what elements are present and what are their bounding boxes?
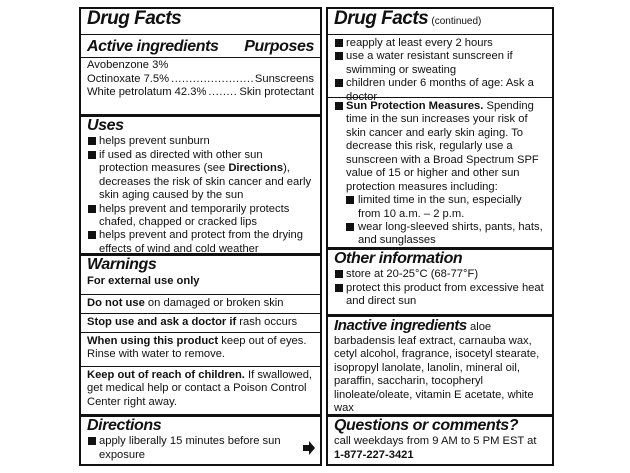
uses-heading: Uses — [87, 117, 124, 134]
sun-protection-section — [328, 100, 552, 248]
purposes-heading: Purposes — [244, 38, 314, 55]
left-header — [81, 9, 320, 30]
uses-section — [81, 117, 320, 256]
list-item: helps prevent sunburn — [87, 135, 314, 148]
list-item: store at 20-25°C (68-77°F) — [334, 268, 546, 281]
right-header — [328, 9, 552, 30]
active-ingredients-section — [81, 38, 320, 100]
list-item: limited time in the sun, especially from 10 a.m. – 2 p.m. — [334, 194, 546, 221]
when-using-warning: When using this product keep out of eyes. Rinse with water to remove. — [87, 335, 307, 361]
drug-facts-title-continued: Drug Facts — [334, 8, 429, 29]
drug-facts-left-panel — [79, 7, 322, 466]
list-item: protect this product from excessive heat and direct sun — [334, 282, 546, 309]
do-not-use-warning: Do not use on damaged or broken skin — [87, 297, 284, 309]
list-item: Sun Protection Measures. Spending time in the sun increases your risk of skin cancer and early skin aging. To decrease this risk, regularly use a sunscreen with a Broad Spectrum SPF value of 15 or higher and other sun protection measures including: — [334, 100, 546, 194]
directions-section — [81, 417, 320, 462]
directions-heading: Directions — [87, 417, 162, 434]
questions-text: call weekdays from 9 AM to 5 PM EST at — [334, 435, 537, 448]
list-item: if used as directed with other sun protection measures (see Directions), decreases the risk of skin cancer and early skin aging caused by the sun — [87, 149, 314, 203]
active-ingredients-heading: Active ingredients — [87, 38, 219, 55]
list-item: wear long-sleeved shirts, pants, hats, and sunglasses — [334, 221, 546, 248]
warnings-heading: Warnings — [87, 256, 157, 273]
stop-use-warning: Stop use and ask a doctor if rash occurs — [87, 316, 298, 328]
drug-facts-right-panel — [326, 7, 554, 466]
directions-continued-section — [328, 37, 552, 104]
inactive-ingredients-section — [328, 317, 552, 416]
list-item: children under 6 months of age: Ask a doctor — [334, 77, 546, 104]
questions-heading: Questions or comments? — [334, 417, 519, 434]
questions-section — [328, 417, 552, 462]
ingredient-row: Octinoxate 7.5% ..... Sunscreens — [87, 73, 314, 86]
continued-label: (continued) — [431, 16, 482, 27]
list-item: helps prevent and temporarily protects chafed, chapped or cracked lips — [87, 203, 314, 230]
external-use-warning: For external use only — [87, 275, 200, 288]
keep-out-of-reach-warning: Keep out of reach of children. If swallowed, get medical help or contact a Poison Control Center right away. — [87, 369, 313, 408]
ingredient-row: Avobenzone 3% — [87, 59, 169, 72]
drug-facts-title: Drug Facts — [87, 8, 182, 29]
phone-number: 1-877-227-3421 — [334, 448, 414, 461]
inactive-ingredients-list: aloe barbadensis leaf extract, carnauba wax, cetyl alcohol, fragrance, isocetyl stearate, isopropyl lanolate, lanolin, mineral oil, paraffin, saccharin, tocopheryl linoleate/oleate, vitamin E acetate, white wax — [334, 321, 540, 415]
inactive-ingredients-heading: Inactive ingredients — [334, 317, 467, 334]
list-item: reapply at least every 2 hours — [334, 37, 546, 50]
other-information-heading: Other information — [334, 250, 463, 267]
list-item: apply liberally 15 minutes before sun exposure — [87, 435, 314, 462]
ingredient-row: White petrolatum 42.3% ..... Skin protectant — [87, 86, 314, 99]
list-item: use a water resistant sunscreen if swimming or sweating — [334, 50, 546, 77]
list-item: helps prevent and protect from the drying effects of wind and cold weather — [87, 229, 314, 256]
warnings-section — [81, 256, 320, 289]
arrow-right-icon — [302, 441, 316, 455]
other-information-section — [328, 250, 552, 309]
